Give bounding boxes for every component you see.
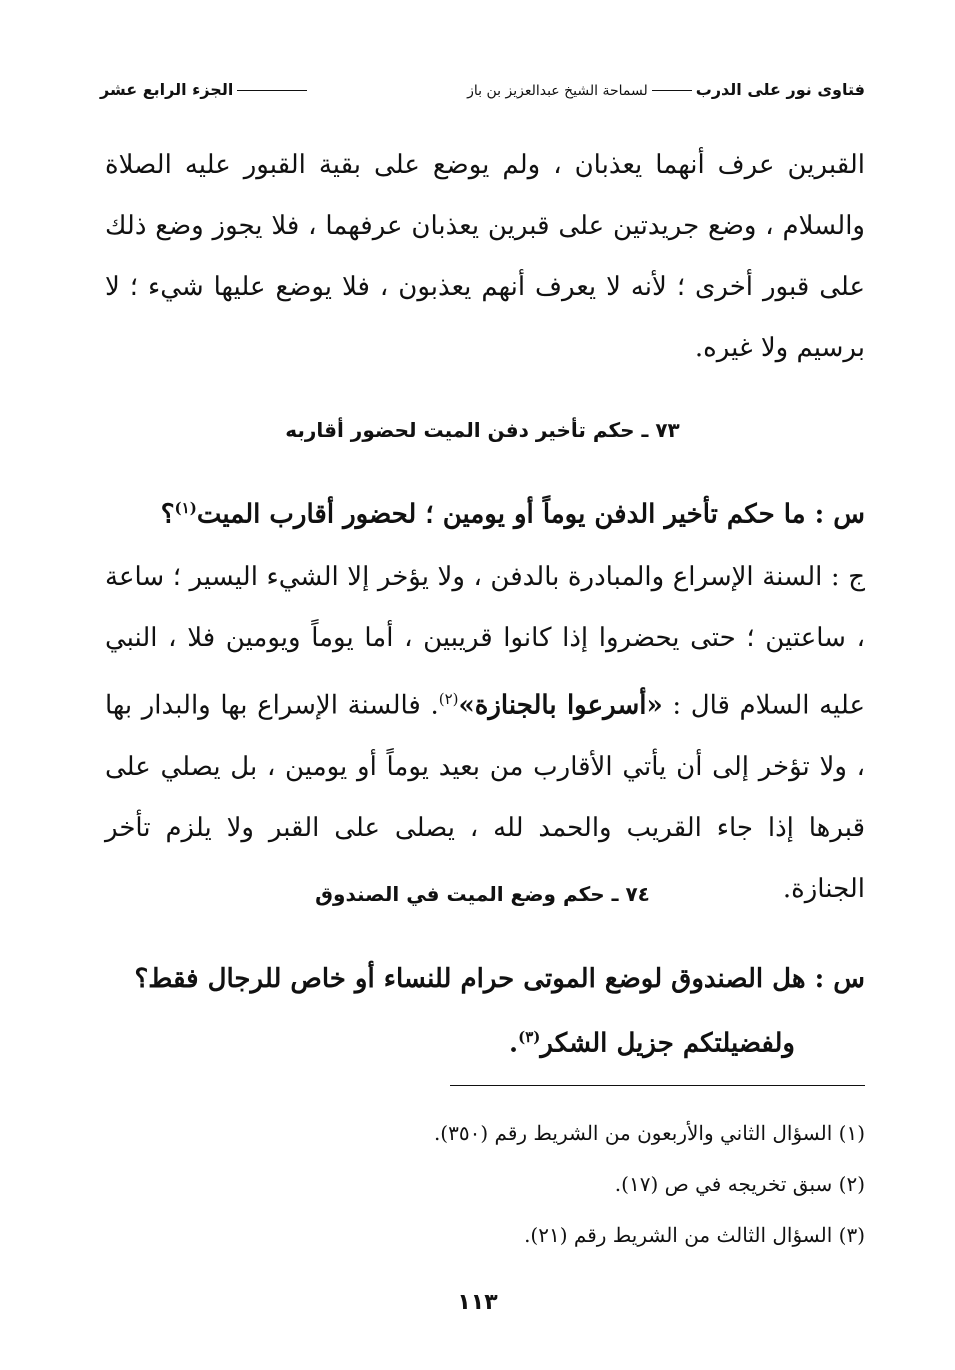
question-line-2-wrap xyxy=(105,1008,865,1073)
footnote-ref: (١) xyxy=(174,499,197,517)
intro-paragraph: القبرين عرف أنهما يعذبان ، ولم يوضع على بقية القبور عليه الصلاة والسلام ، وضع جريدتين على قبرين يعذبان عرفهما ، فلا يجوز وضع ذلك على قبور أخرى ؛ لأنه لا يعرف أنهم يعذبون ، فلا يوضع عليها شيء ؛ لا برسيم ولا غيره. xyxy=(105,150,865,363)
hadith-quote: «أسرعوا بالجنازة» xyxy=(458,690,663,721)
footnote-3: (٣) السؤال الثالث من الشريط رقم (٢١). xyxy=(524,1223,865,1247)
answer-text-1: ج : السنة الإسراع والمبادرة بالدفن ، ولا يؤخر إلا الشيء اليسير ؛ ساعة ، ساعتين ؛ حتى يحضروا إذا كانوا قريبين ، أما يوماً ويومين فلا ، النبي عليه السلام قال : xyxy=(105,562,866,721)
section-73-answer xyxy=(105,547,865,920)
footnote-2: (٢) سبق تخريجه في ص (١٧). xyxy=(614,1172,865,1196)
header-author: لسماحة الشيخ عبدالعزيز بن باز xyxy=(467,83,648,99)
question-end: . xyxy=(509,1028,519,1059)
running-header xyxy=(100,80,865,108)
footnote-divider xyxy=(450,1085,865,1086)
header-dash xyxy=(652,90,692,91)
header-book-title: فتاوى نور على الدرب xyxy=(695,80,865,99)
section-74-question xyxy=(105,950,865,1073)
footnote-ref: (٢) xyxy=(438,690,459,708)
question-line-1: س : هل الصندوق لوضع الموتى حرام للنساء أو خاص للرجال فقط؟ xyxy=(134,964,865,994)
answer-text-2: . فالسنة الإسراع بها والبدار بها ، ولا تؤخر إلى أن يأتي الأقارب من بعيد يوماً أو يومين ، بل يصلي على قبرها إذا جاء القريب والحمد لله ، يصلى على القبر ولا يلزم تأخر الجنازة. xyxy=(105,690,865,904)
header-book-info xyxy=(467,80,865,99)
footnote-1: (١) السؤال الثاني والأربعون من الشريط رقم (٣٥٠). xyxy=(433,1121,865,1145)
section-74-heading: ٧٤ ـ حكم وضع الميت في الصندوق xyxy=(315,882,650,906)
section-73-heading: ٧٣ ـ حكم تأخير دفن الميت لحضور أقاربه xyxy=(285,418,680,442)
section-73-question xyxy=(105,483,865,540)
question-line-2: ولفضيلتكم جزيل الشكر xyxy=(540,1028,795,1059)
page-number: ١١٣ xyxy=(457,1290,498,1315)
footnotes xyxy=(105,1108,865,1261)
header-part-label: الجزء الرابع عشر xyxy=(100,80,234,99)
question-mark: ؟ xyxy=(160,499,175,530)
question-text: س : ما حكم تأخير الدفن يوماً أو يومين ؛ لحضور أقارب الميت xyxy=(196,499,865,530)
header-part xyxy=(100,80,311,99)
header-dash xyxy=(237,90,307,91)
footnote-ref: (٣) xyxy=(518,1028,541,1046)
